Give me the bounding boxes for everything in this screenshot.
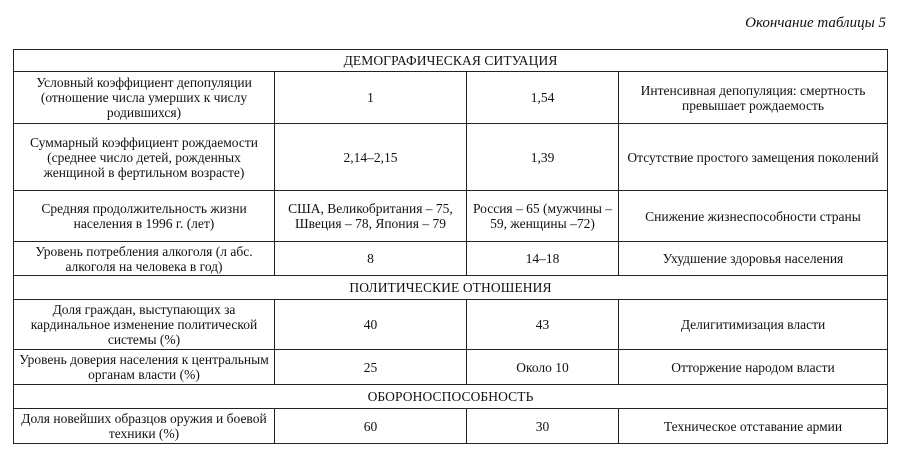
developed-value-cell: 40 (275, 300, 467, 350)
russia-value-cell: 30 (467, 409, 619, 444)
russia-value-cell: 14–18 (467, 242, 619, 276)
table-row (14, 72, 888, 124)
consequence-cell: Интенсивная депопуляция: смертность превышает рождаемость (619, 72, 888, 124)
russia-value-cell: Около 10 (467, 350, 619, 385)
section-title: ДЕМОГРАФИЧЕСКАЯ СИТУАЦИЯ (14, 50, 888, 72)
russia-value-cell: Россия – 65 (мужчины – 59, женщины –72) (467, 191, 619, 242)
table-row (14, 350, 888, 385)
indicator-cell: Уровень доверия населения к центральным органам власти (%) (14, 350, 275, 385)
data-table (13, 49, 888, 444)
developed-value-cell: 1 (275, 72, 467, 124)
developed-value-cell: 2,14–2,15 (275, 124, 467, 191)
section-header-row (14, 385, 888, 409)
section-title: ПОЛИТИЧЕСКИЕ ОТНОШЕНИЯ (14, 276, 888, 300)
indicator-cell: Средняя продолжительность жизни населения в 1996 г. (лет) (14, 191, 275, 242)
russia-value-cell: 1,39 (467, 124, 619, 191)
consequence-cell: Делигитимизация власти (619, 300, 888, 350)
consequence-cell: Ухудшение здоровья населения (619, 242, 888, 276)
russia-value-cell: 43 (467, 300, 619, 350)
developed-value-cell: 8 (275, 242, 467, 276)
section-title: ОБОРОНОСПОСОБНОСТЬ (14, 385, 888, 409)
indicator-cell: Условный коэффициент депопуляции (отношение числа умерших к числу родившихся) (14, 72, 275, 124)
table-row (14, 242, 888, 276)
indicator-cell: Доля новейших образцов оружия и боевой техники (%) (14, 409, 275, 444)
table-row (14, 300, 888, 350)
section-header-row (14, 276, 888, 300)
section-header-row (14, 50, 888, 72)
indicator-cell: Доля граждан, выступающих за кардинальное изменение политической системы (%) (14, 300, 275, 350)
consequence-cell: Отсутствие простого замещения поколений (619, 124, 888, 191)
developed-value-cell: 25 (275, 350, 467, 385)
consequence-cell: Отторжение народом власти (619, 350, 888, 385)
developed-value-cell: США, Великобритания – 75, Швеция – 78, Япония – 79 (275, 191, 467, 242)
indicator-cell: Суммарный коэффициент рождаемости (среднее число детей, рожденных женщиной в фертильном возрасте) (14, 124, 275, 191)
consequence-cell: Техническое отставание армии (619, 409, 888, 444)
consequence-cell: Снижение жизнеспособности страны (619, 191, 888, 242)
developed-value-cell: 60 (275, 409, 467, 444)
table-caption: Окончание таблицы 5 (745, 15, 886, 31)
russia-value-cell: 1,54 (467, 72, 619, 124)
indicator-cell: Уровень потребления алкоголя (л абс. алкоголя на человека в год) (14, 242, 275, 276)
table-row (14, 409, 888, 444)
table-row (14, 124, 888, 191)
table-row (14, 191, 888, 242)
